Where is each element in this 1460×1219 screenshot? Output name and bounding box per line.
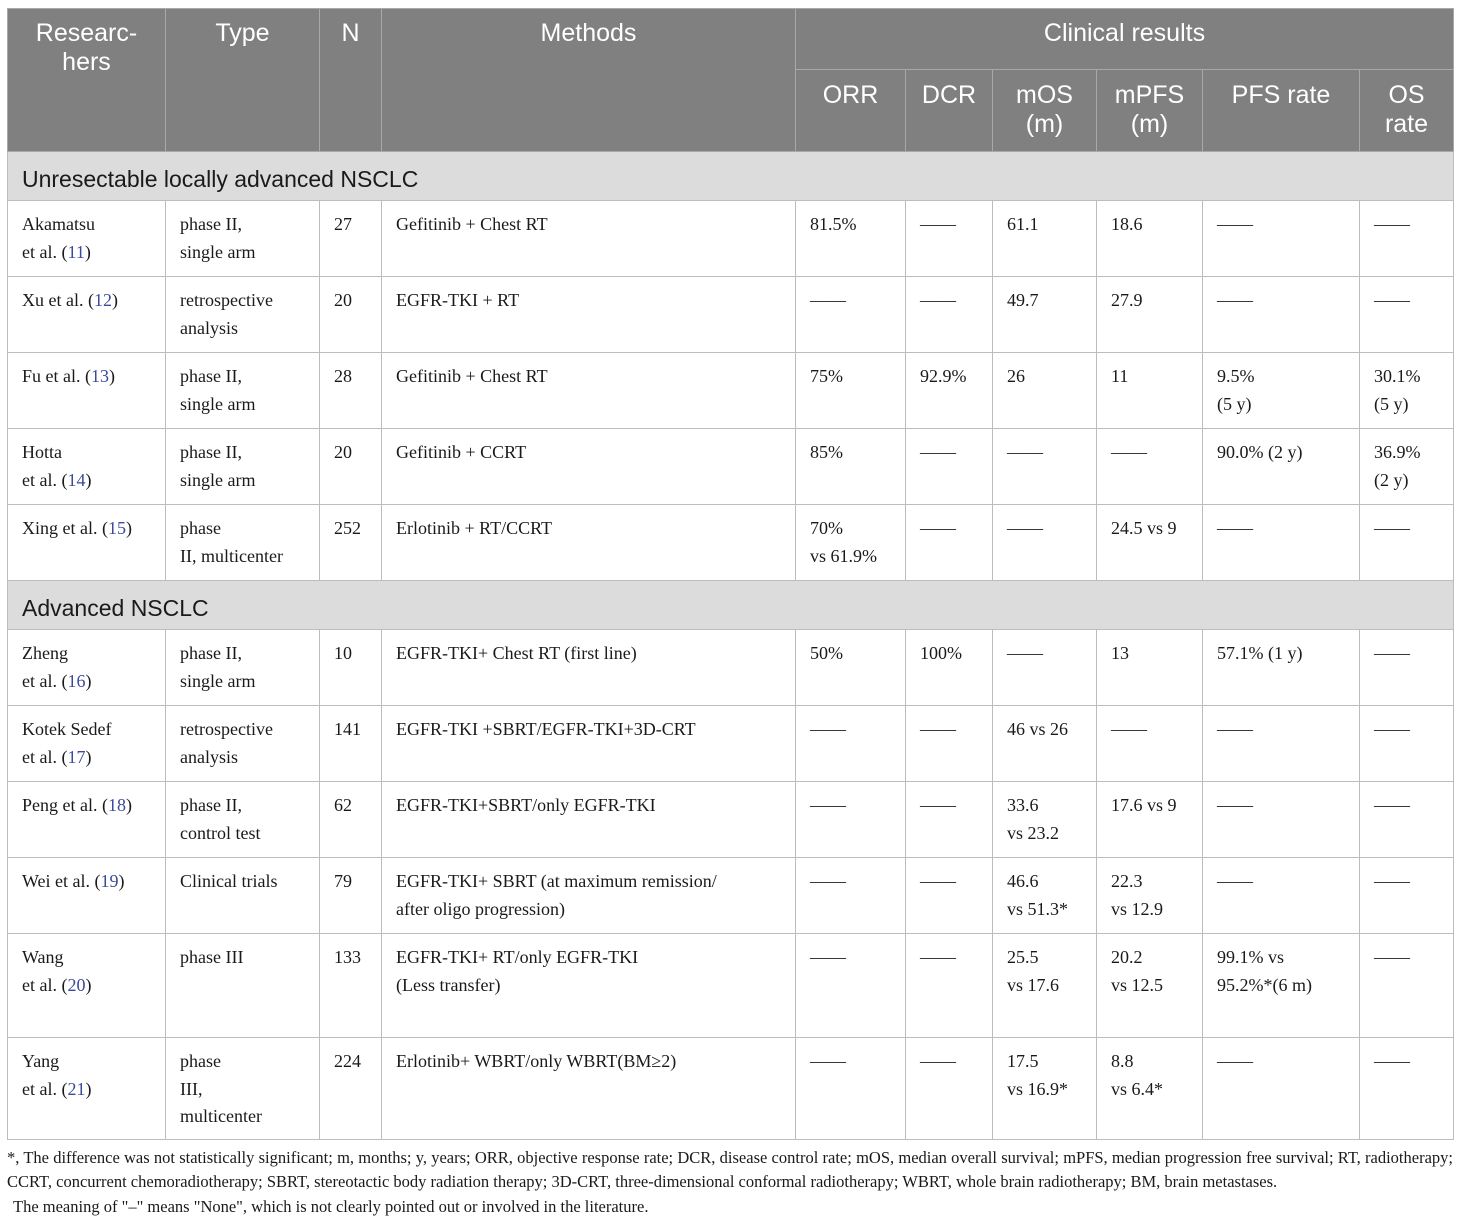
cell-n: 20	[320, 429, 382, 505]
cell-pfs-rate: ——	[1203, 782, 1360, 858]
cell-os-rate: ——	[1360, 277, 1454, 353]
reference-link[interactable]: 19	[101, 871, 119, 891]
cell-n: 79	[320, 858, 382, 934]
cell-n: 20	[320, 277, 382, 353]
cell-orr: 75%	[796, 353, 906, 429]
researcher-name: Peng et al. (	[22, 795, 108, 815]
cell-n: 133	[320, 934, 382, 1038]
reference-link[interactable]: 18	[108, 795, 126, 815]
cell-type: phase III, multicenter	[166, 1038, 320, 1140]
cell-os-rate: ——	[1360, 1038, 1454, 1140]
reference-close-paren: )	[85, 1079, 91, 1099]
cell-mpfs: 24.5 vs 9	[1097, 505, 1203, 581]
cell-researcher	[8, 429, 166, 505]
table-row	[8, 353, 1454, 429]
reference-close-paren: )	[85, 242, 91, 262]
cell-type: Clinical trials	[166, 858, 320, 934]
reference-close-paren: )	[119, 871, 125, 891]
researcher-name: Wei et al. (	[22, 871, 101, 891]
reference-close-paren: )	[85, 975, 91, 995]
section-title: Unresectable locally advanced NSCLC	[8, 152, 1454, 201]
cell-dcr: ——	[906, 505, 993, 581]
cell-methods: EGFR-TKI+ Chest RT (first line)	[382, 630, 796, 706]
cell-type: phase II, multicenter	[166, 505, 320, 581]
header-clinical-results: Clinical results	[796, 9, 1454, 70]
cell-mos: 46 vs 26	[993, 706, 1097, 782]
researcher-name: Fu et al. (	[22, 366, 91, 386]
reference-link[interactable]: 13	[91, 366, 109, 386]
cell-os-rate: ——	[1360, 505, 1454, 581]
cell-pfs-rate: 90.0% (2 y)	[1203, 429, 1360, 505]
reference-close-paren: )	[112, 290, 118, 310]
cell-mpfs: ——	[1097, 429, 1203, 505]
cell-dcr: ——	[906, 1038, 993, 1140]
cell-type: phase II, single arm	[166, 353, 320, 429]
header-researchers: Researc- hers	[8, 9, 166, 152]
cell-pfs-rate: ——	[1203, 277, 1360, 353]
researcher-name: Hotta et al. (	[22, 442, 67, 490]
cell-mpfs: 22.3 vs 12.9	[1097, 858, 1203, 934]
cell-type: retrospective analysis	[166, 706, 320, 782]
cell-researcher	[8, 277, 166, 353]
header-dcr: DCR	[906, 70, 993, 152]
section-title: Advanced NSCLC	[8, 581, 1454, 630]
section-header-row	[8, 581, 1454, 630]
table-row	[8, 505, 1454, 581]
cell-mos: 25.5 vs 17.6	[993, 934, 1097, 1038]
cell-n: 252	[320, 505, 382, 581]
reference-link[interactable]: 12	[94, 290, 112, 310]
cell-methods: Erlotinib+ WBRT/only WBRT(BM≥2)	[382, 1038, 796, 1140]
cell-mos: 26	[993, 353, 1097, 429]
table-row	[8, 858, 1454, 934]
table-body	[8, 152, 1454, 1140]
cell-type: phase II, single arm	[166, 630, 320, 706]
cell-pfs-rate: ——	[1203, 1038, 1360, 1140]
cell-type: retrospective analysis	[166, 277, 320, 353]
cell-mos: ——	[993, 505, 1097, 581]
clinical-results-table	[7, 8, 1454, 1140]
footnotes	[7, 1146, 1453, 1219]
cell-n: 141	[320, 706, 382, 782]
cell-orr: ——	[796, 277, 906, 353]
cell-researcher	[8, 353, 166, 429]
cell-methods: Gefitinib + CCRT	[382, 429, 796, 505]
cell-pfs-rate: 57.1% (1 y)	[1203, 630, 1360, 706]
cell-pfs-rate: ——	[1203, 858, 1360, 934]
cell-orr: ——	[796, 858, 906, 934]
cell-os-rate: ——	[1360, 630, 1454, 706]
cell-mpfs: 27.9	[1097, 277, 1203, 353]
table-row	[8, 630, 1454, 706]
cell-dcr: ——	[906, 201, 993, 277]
researcher-name: Kotek Sedef et al. (	[22, 719, 111, 767]
cell-dcr: 92.9%	[906, 353, 993, 429]
reference-close-paren: )	[85, 671, 91, 691]
cell-n: 28	[320, 353, 382, 429]
cell-methods: EGFR-TKI+ SBRT (at maximum remission/ after oligo progression)	[382, 858, 796, 934]
cell-orr: 50%	[796, 630, 906, 706]
cell-n: 10	[320, 630, 382, 706]
cell-researcher	[8, 630, 166, 706]
cell-methods: EGFR-TKI+ RT/only EGFR-TKI (Less transfer)	[382, 934, 796, 1038]
reference-close-paren: )	[126, 795, 132, 815]
cell-dcr: ——	[906, 429, 993, 505]
table-row	[8, 429, 1454, 505]
header-orr: ORR	[796, 70, 906, 152]
cell-mos: ——	[993, 429, 1097, 505]
cell-pfs-rate: ——	[1203, 706, 1360, 782]
table-row	[8, 706, 1454, 782]
cell-pfs-rate: ——	[1203, 201, 1360, 277]
cell-type: phase II, single arm	[166, 429, 320, 505]
cell-orr: 70% vs 61.9%	[796, 505, 906, 581]
table-header	[8, 9, 1454, 152]
cell-dcr: 100%	[906, 630, 993, 706]
reference-link[interactable]: 16	[67, 671, 85, 691]
reference-link[interactable]: 21	[67, 1079, 85, 1099]
researcher-name: Zheng et al. (	[22, 643, 68, 691]
cell-methods: Gefitinib + Chest RT	[382, 201, 796, 277]
header-n: N	[320, 9, 382, 152]
cell-type: phase II, control test	[166, 782, 320, 858]
header-type: Type	[166, 9, 320, 152]
researcher-name: Wang et al. (	[22, 947, 67, 995]
cell-orr: 85%	[796, 429, 906, 505]
reference-close-paren: )	[85, 747, 91, 767]
reference-close-paren: )	[109, 366, 115, 386]
reference-link[interactable]: 11	[67, 242, 84, 262]
cell-methods: Erlotinib + RT/CCRT	[382, 505, 796, 581]
cell-methods: EGFR-TKI+SBRT/only EGFR-TKI	[382, 782, 796, 858]
cell-pfs-rate: 9.5% (5 y)	[1203, 353, 1360, 429]
cell-mpfs: 13	[1097, 630, 1203, 706]
footnote-dash-meaning: The meaning of "–" means "None", which is not clearly pointed out or involved in the literature.	[7, 1195, 1453, 1219]
cell-n: 224	[320, 1038, 382, 1140]
document	[7, 8, 1453, 1219]
cell-mpfs: ——	[1097, 706, 1203, 782]
cell-mpfs: 18.6	[1097, 201, 1203, 277]
reference-link[interactable]: 15	[108, 518, 126, 538]
cell-dcr: ——	[906, 858, 993, 934]
cell-type: phase III	[166, 934, 320, 1038]
cell-dcr: ——	[906, 934, 993, 1038]
reference-link[interactable]: 17	[67, 747, 85, 767]
cell-dcr: ——	[906, 277, 993, 353]
cell-mos: 33.6 vs 23.2	[993, 782, 1097, 858]
header-mos: mOS (m)	[993, 70, 1097, 152]
cell-methods: Gefitinib + Chest RT	[382, 353, 796, 429]
cell-mpfs: 20.2 vs 12.5	[1097, 934, 1203, 1038]
cell-n: 62	[320, 782, 382, 858]
footnote-abbreviations: *, The difference was not statistically significant; m, months; y, years; ORR, objective response rate; DCR, disease control rate; mOS, median overall survival; mPFS, median progression free survival; RT, radiotherapy; CCRT, concurrent chemoradiotherapy; SBRT, stereotactic body radiation therapy; 3D-CRT, three-dimensional conformal radiotherapy; WBRT, whole brain radiotherapy; BM, brain metastases.	[7, 1146, 1453, 1195]
cell-os-rate: 30.1% (5 y)	[1360, 353, 1454, 429]
cell-researcher	[8, 782, 166, 858]
section-header-row	[8, 152, 1454, 201]
cell-researcher	[8, 934, 166, 1038]
cell-mpfs: 17.6 vs 9	[1097, 782, 1203, 858]
header-mpfs: mPFS (m)	[1097, 70, 1203, 152]
reference-close-paren: )	[126, 518, 132, 538]
cell-researcher	[8, 505, 166, 581]
cell-methods: EGFR-TKI + RT	[382, 277, 796, 353]
researcher-name: Akamatsu et al. (	[22, 214, 95, 262]
cell-os-rate: ——	[1360, 858, 1454, 934]
researcher-name: Yang et al. (	[22, 1051, 67, 1099]
cell-mos: 49.7	[993, 277, 1097, 353]
cell-mos: ——	[993, 630, 1097, 706]
cell-mos: 61.1	[993, 201, 1097, 277]
header-os-rate: OS rate	[1360, 70, 1454, 152]
cell-os-rate: ——	[1360, 934, 1454, 1038]
cell-orr: 81.5%	[796, 201, 906, 277]
cell-mpfs: 8.8 vs 6.4*	[1097, 1038, 1203, 1140]
cell-orr: ——	[796, 782, 906, 858]
cell-n: 27	[320, 201, 382, 277]
cell-dcr: ——	[906, 782, 993, 858]
cell-os-rate: ——	[1360, 706, 1454, 782]
header-methods: Methods	[382, 9, 796, 152]
cell-mos: 17.5 vs 16.9*	[993, 1038, 1097, 1140]
cell-mpfs: 11	[1097, 353, 1203, 429]
researcher-name: Xing et al. (	[22, 518, 108, 538]
cell-os-rate: 36.9% (2 y)	[1360, 429, 1454, 505]
cell-type: phase II, single arm	[166, 201, 320, 277]
table-row	[8, 277, 1454, 353]
cell-researcher	[8, 201, 166, 277]
cell-pfs-rate: ——	[1203, 505, 1360, 581]
table-row	[8, 201, 1454, 277]
reference-link[interactable]: 20	[67, 975, 85, 995]
table-row	[8, 782, 1454, 858]
reference-link[interactable]: 14	[67, 470, 85, 490]
cell-mos: 46.6 vs 51.3*	[993, 858, 1097, 934]
cell-os-rate: ——	[1360, 201, 1454, 277]
researcher-name: Xu et al. (	[22, 290, 94, 310]
cell-researcher	[8, 706, 166, 782]
cell-orr: ——	[796, 706, 906, 782]
cell-researcher	[8, 858, 166, 934]
cell-orr: ——	[796, 1038, 906, 1140]
cell-os-rate: ——	[1360, 782, 1454, 858]
table-row	[8, 1038, 1454, 1140]
cell-researcher	[8, 1038, 166, 1140]
table-row	[8, 934, 1454, 1038]
header-pfs-rate: PFS rate	[1203, 70, 1360, 152]
cell-pfs-rate: 99.1% vs 95.2%*(6 m)	[1203, 934, 1360, 1038]
reference-close-paren: )	[85, 470, 91, 490]
cell-dcr: ——	[906, 706, 993, 782]
cell-orr: ——	[796, 934, 906, 1038]
cell-methods: EGFR-TKI +SBRT/EGFR-TKI+3D-CRT	[382, 706, 796, 782]
